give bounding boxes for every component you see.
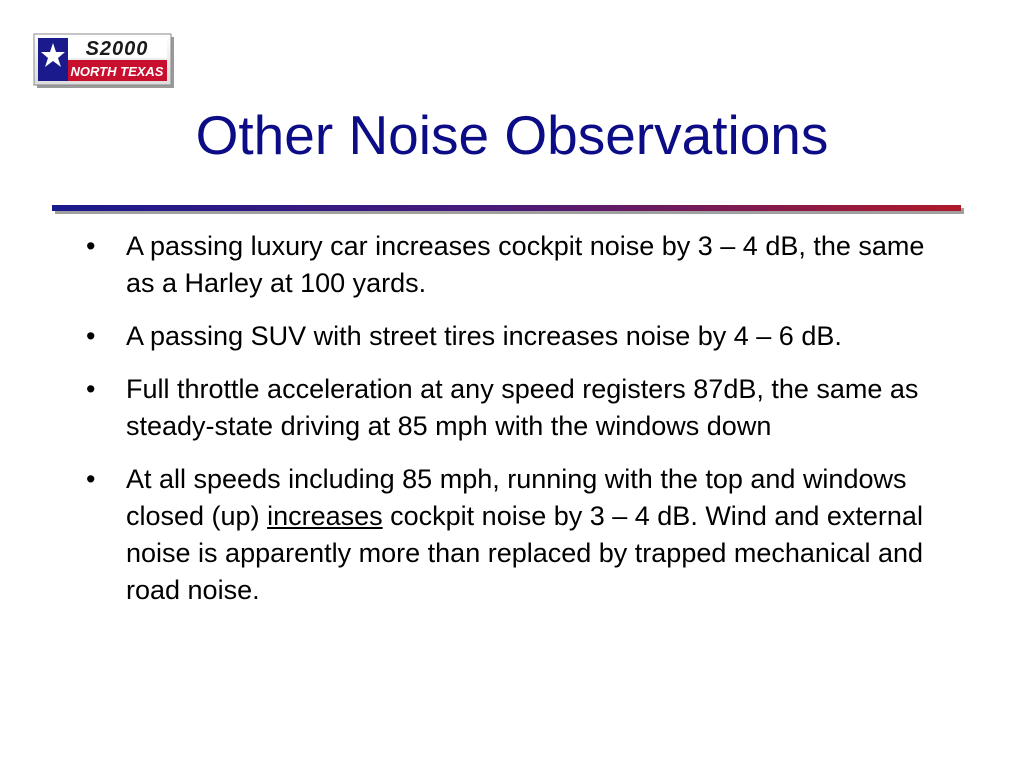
- bullet-text: A passing luxury car increases cockpit noise by 3 – 4 dB, the same as a Harley at 100 yards.: [126, 231, 925, 298]
- s2000-north-texas-logo: [33, 33, 175, 89]
- title-divider: [52, 204, 964, 214]
- bullet-text: A passing SUV with street tires increases noise by 4 – 6 dB.: [126, 321, 842, 351]
- logo-north-texas-text: NORTH TEXAS: [70, 64, 164, 79]
- bullet-icon: •: [86, 374, 96, 404]
- logo-s2000-text: S2000: [85, 38, 149, 60]
- bullet-text: [126, 464, 923, 605]
- bullet-text-after: cockpit noise by 3 – 4 dB. Wind and external noise is apparently more than replaced by trapped mechanical and road noise.: [126, 501, 923, 605]
- bullet-icon: •: [86, 231, 96, 261]
- bullet-icon: •: [86, 321, 96, 351]
- bullet-item: [84, 318, 944, 355]
- slide-title: Other Noise Observations: [195, 104, 829, 166]
- bullet-list: [84, 228, 944, 625]
- bullet-item: [84, 371, 944, 445]
- bullet-icon: •: [86, 464, 96, 494]
- bullet-text-before: At all speeds including 85 mph, running with the top and windows closed (up): [126, 464, 907, 531]
- bullet-item: [84, 461, 944, 609]
- underlined-emphasis: increases: [267, 501, 383, 531]
- bullet-text: Full throttle acceleration at any speed registers 87dB, the same as steady-state driving at 85 mph with the windows down: [126, 374, 919, 441]
- bullet-item: [84, 228, 944, 302]
